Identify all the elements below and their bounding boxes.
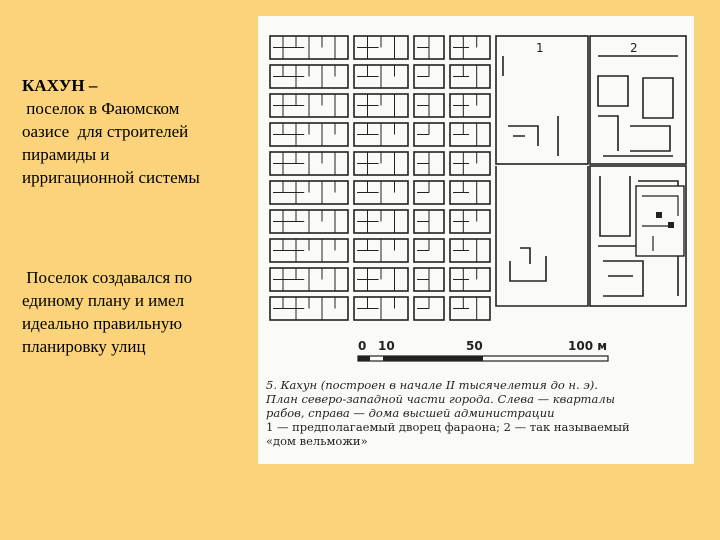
slave-quarters bbox=[270, 36, 490, 320]
intro-line: пирамиды и bbox=[22, 145, 110, 164]
caption-line: План северо-западной части города. Слева — кварталы bbox=[266, 392, 616, 406]
scale-label: 0 bbox=[358, 339, 367, 353]
caption-line: «дом вельможи» bbox=[266, 434, 368, 448]
intro-line: поселок в Фаюмском bbox=[22, 99, 180, 118]
scale-label: 50 bbox=[466, 339, 483, 353]
courtyard-area bbox=[496, 166, 588, 306]
planning-line: Поселок создавался по bbox=[22, 268, 193, 287]
intro-text bbox=[22, 74, 262, 189]
planning-line: планировку улиц bbox=[22, 337, 146, 356]
planning-text bbox=[22, 266, 262, 358]
palace-enclosure bbox=[496, 36, 588, 164]
scale-label: 10 bbox=[378, 339, 395, 353]
caption-line: рабов, справа — дома высшей администрации bbox=[266, 406, 555, 420]
scale-bar bbox=[358, 339, 608, 361]
caption-line: 1 — предполагаемый дворец фараона; 2 — так называемый bbox=[266, 420, 630, 434]
intro-line: оазисе для строителей bbox=[22, 122, 189, 141]
city-plan-figure bbox=[258, 16, 694, 464]
intro-line: ирригационной системы bbox=[22, 168, 200, 187]
palace-marker: 1 bbox=[536, 41, 544, 55]
figure-caption bbox=[266, 378, 690, 448]
planning-line: идеально правильную bbox=[22, 314, 183, 333]
scale-label: 100 м bbox=[568, 339, 608, 353]
intro-heading: КАХУН – bbox=[22, 76, 98, 95]
planning-line: единому плану и имел bbox=[22, 291, 185, 310]
hatched-wall bbox=[656, 212, 662, 218]
caption-line: 5. Кахун (построен в начале II тысячелетия до н. э). bbox=[266, 378, 598, 392]
administration-houses bbox=[590, 36, 686, 306]
noble-house-marker: 2 bbox=[630, 41, 638, 55]
